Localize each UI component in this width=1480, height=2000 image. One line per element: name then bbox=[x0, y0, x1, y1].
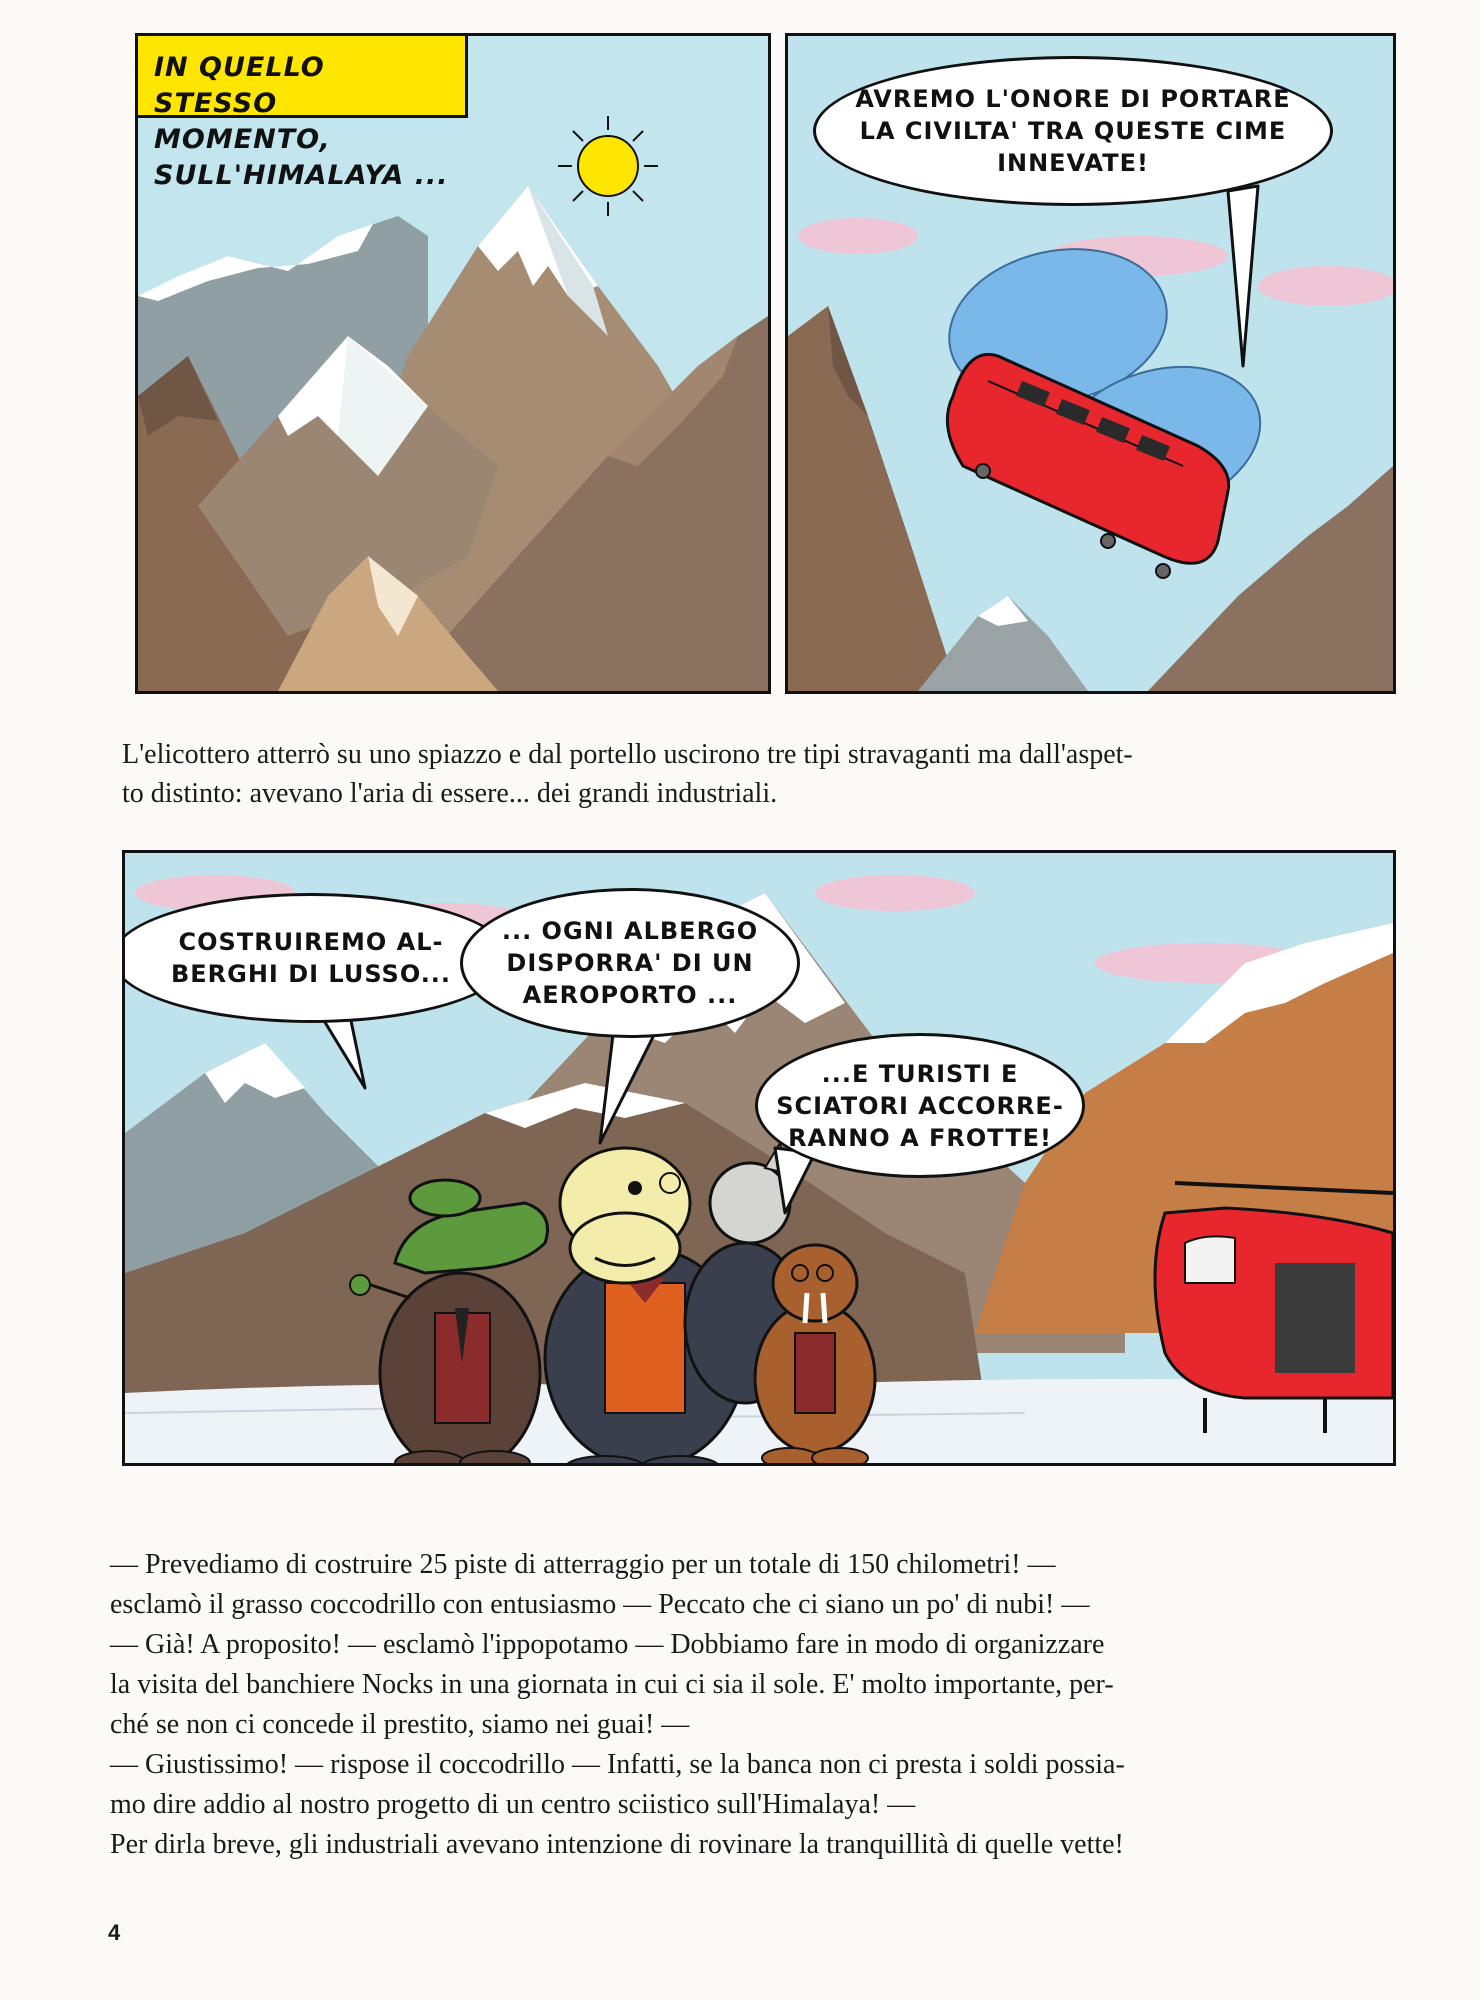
narrative-line: ché se non ci concede il prestito, siamo nei guai! — bbox=[110, 1709, 690, 1740]
narrative-line: to distinto: avevano l'aria di essere... dei grandi industriali. bbox=[122, 778, 778, 809]
balloon-line: BERGHI DI LUSSO... bbox=[170, 960, 452, 988]
speech-balloon-aeroporto bbox=[460, 888, 800, 1038]
narrative-line: Per dirla breve, gli industriali avevano intenzione di rovinare la tranquillità di quelle vette! bbox=[110, 1829, 1124, 1860]
balloon-line: ... OGNI ALBERGO bbox=[501, 917, 759, 945]
balloon-line: RANNO A FROTTE! bbox=[788, 1123, 1052, 1152]
balloon-line: ...E TURISTI E bbox=[821, 1059, 1019, 1088]
balloon-line: AVREMO L'ONORE DI PORTARE bbox=[855, 85, 1291, 113]
balloon-line: COSTRUIREMO AL- bbox=[178, 928, 444, 956]
narrative-top bbox=[122, 735, 1392, 813]
narrative-line: — Giustissimo! — rispose il coccodrillo — Infatti, se la banca non ci presta i soldi possia- bbox=[110, 1749, 1125, 1780]
narrative-line: — Prevediamo di costruire 25 piste di atterraggio per un totale di 150 chilometri! — bbox=[110, 1549, 1056, 1580]
balloon-line: INNEVATE! bbox=[997, 149, 1149, 177]
narrative-line: L'elicottero atterrò su uno spiazzo e dal portello uscirono tre tipi stravaganti ma dall'aspet- bbox=[122, 739, 1133, 770]
narrative-bottom bbox=[110, 1545, 1410, 1865]
panel-himalaya-sun bbox=[135, 33, 771, 694]
balloon-line: DISPORRA' DI UN bbox=[506, 949, 754, 977]
caption-line-2: SULL'HIMALAYA ... bbox=[154, 160, 449, 191]
walrus-character bbox=[755, 1245, 875, 1463]
panel-helicopter-flight bbox=[785, 33, 1396, 694]
speech-balloon-turisti bbox=[755, 1033, 1085, 1178]
caption-line-1: IN QUELLO STESSO MOMENTO, bbox=[154, 52, 331, 155]
balloon-line: AEROPORTO ... bbox=[522, 981, 738, 1009]
panel-caption bbox=[138, 36, 468, 191]
speech-balloon-alberghi bbox=[122, 893, 511, 1023]
balloon-line: SCIATORI ACCORRE- bbox=[776, 1091, 1064, 1120]
narrative-line: la visita del banchiere Nocks in una giornata in cui ci sia il sole. E' molto importante, per- bbox=[110, 1669, 1114, 1700]
narrative-line: mo dire addio al nostro progetto di un centro sciistico sull'Himalaya! — bbox=[110, 1789, 916, 1820]
panel-industrialists bbox=[122, 850, 1396, 1466]
balloon-line: LA CIVILTA' TRA QUESTE CIME bbox=[859, 117, 1287, 145]
narrative-line: esclamò il grasso coccodrillo con entusiasmo — Peccato che ci siano un po' di nubi! — bbox=[110, 1589, 1090, 1620]
speech-balloon-civilta bbox=[813, 56, 1333, 206]
page-number: 4 bbox=[108, 1920, 121, 1945]
narrative-line: — Già! A proposito! — esclamò l'ippopotamo — Dobbiamo fare in modo di organizzare bbox=[110, 1629, 1105, 1660]
